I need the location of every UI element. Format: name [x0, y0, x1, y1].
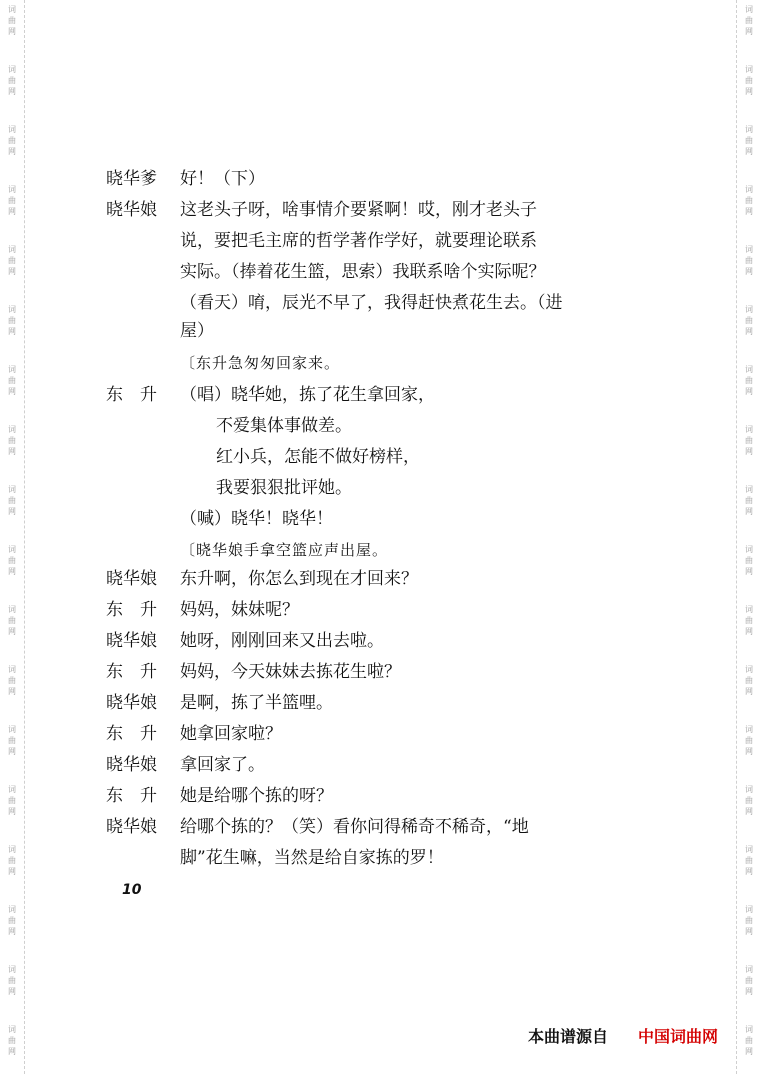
watermark: 词 曲 网: [745, 485, 753, 516]
source-credit: 本曲谱源自: [528, 1027, 609, 1046]
watermark: 词 曲 网: [8, 545, 16, 576]
dialogue-line: 她呀，刚刚回来又出去啦。: [180, 631, 384, 651]
watermark: 词 曲 网: [745, 605, 753, 636]
speaker-label: 东 升: [106, 786, 157, 806]
watermark: 词 曲 网: [8, 125, 16, 156]
speaker-label: 东 升: [106, 662, 157, 682]
dialogue-line: （看天）唷，辰光不早了，我得赶快煮花生去。（进: [180, 293, 563, 313]
watermark: 词 曲 网: [8, 245, 16, 276]
watermark: 词 曲 网: [8, 725, 16, 756]
watermark: 词 曲 网: [745, 65, 753, 96]
speaker-label: 东 升: [106, 600, 157, 620]
dialogue-line: 实际。（捧着花生篮，思索）我联系啥个实际呢？: [180, 262, 546, 282]
watermark: 词 曲 网: [745, 665, 753, 696]
watermark: 词 曲 网: [8, 845, 16, 876]
source-site-name: 中国词曲网: [638, 1027, 719, 1046]
speaker-label: 东 升: [106, 724, 157, 744]
watermark: 词 曲 网: [745, 425, 753, 456]
dialogue-line: 妈妈，今天妹妹去拣花生啦？: [180, 662, 401, 682]
watermark: 词 曲 网: [745, 305, 753, 336]
watermark: 词 曲 网: [745, 5, 753, 36]
watermark: 词 曲 网: [745, 245, 753, 276]
watermark: 词 曲 网: [8, 785, 16, 816]
watermark: 词 曲 网: [745, 365, 753, 396]
dialogue-line: 东升啊，你怎么到现在才回来？: [180, 569, 418, 589]
watermark: 词 曲 网: [745, 905, 753, 936]
lyric-line: 不爱集体事做差。: [216, 416, 352, 436]
speaker-label: 晓华娘: [106, 693, 157, 713]
watermark: 词 曲 网: [8, 905, 16, 936]
watermark: 词 曲 网: [8, 185, 16, 216]
stage-direction: 〔晓华娘手拿空篮应声出屋。: [180, 541, 389, 559]
watermark: 词 曲 网: [8, 1025, 16, 1056]
dialogue-line: 她是给哪个拣的呀？: [180, 786, 333, 806]
watermark: 词 曲 网: [745, 125, 753, 156]
speaker-label: 晓华娘: [106, 569, 157, 589]
dialogue-line: 说，要把毛主席的哲学著作学好，就要理论联系: [180, 231, 537, 251]
watermark: 词 曲 网: [8, 365, 16, 396]
speaker-label: 晓华娘: [106, 755, 157, 775]
lyric-line: 我要狠狠批评她。: [216, 478, 352, 498]
watermark: 词 曲 网: [8, 605, 16, 636]
dialogue-line: 是啊，拣了半篮哩。: [180, 693, 333, 713]
lyric-line: 红小兵，怎能不做好榜样，: [216, 447, 420, 467]
dialogue-line: 给哪个拣的？（笑）看你问得稀奇不稀奇，“地: [180, 817, 529, 837]
watermark: 词 曲 网: [8, 5, 16, 36]
dialogue-line: 妈妈，妹妹呢？: [180, 600, 299, 620]
speaker-label: 晓华爹: [106, 169, 157, 189]
watermark: 词 曲 网: [8, 305, 16, 336]
dialogue-line: 好！（下）: [180, 169, 265, 189]
watermark: 词 曲 网: [8, 965, 16, 996]
dialogue-line: 这老头子呀，啥事情介要紧啊！哎，刚才老头子: [180, 200, 537, 220]
watermark: 词 曲 网: [745, 725, 753, 756]
watermark: 词 曲 网: [745, 845, 753, 876]
watermark: 词 曲 网: [8, 425, 16, 456]
dialogue-line: 脚”花生嘛，当然是给自家拣的罗！: [180, 848, 444, 868]
watermark: 词 曲 网: [745, 185, 753, 216]
dialogue-line: 拿回家了。: [180, 755, 265, 775]
watermark: 词 曲 网: [745, 1025, 753, 1056]
speaker-label: 晓华娘: [106, 817, 157, 837]
watermark: 词 曲 网: [745, 545, 753, 576]
speaker-label: 晓华娘: [106, 631, 157, 651]
speaker-label: 东 升: [106, 385, 157, 405]
page-number: 10: [122, 882, 142, 898]
watermark: 词 曲 网: [745, 785, 753, 816]
dialogue-line: 她拿回家啦？: [180, 724, 282, 744]
watermark: 词 曲 网: [8, 65, 16, 96]
dialogue-line: （唱）晓华她，拣了花生拿回家，: [180, 385, 435, 405]
stage-direction: 〔东升急匆匆回家来。: [180, 354, 341, 372]
speaker-label: 晓华娘: [106, 200, 157, 220]
watermark: 词 曲 网: [8, 485, 16, 516]
watermark: 词 曲 网: [8, 665, 16, 696]
watermark: 词 曲 网: [745, 965, 753, 996]
dialogue-line: 屋）: [180, 321, 214, 341]
dialogue-line: （喊）晓华！晓华！: [180, 509, 333, 529]
